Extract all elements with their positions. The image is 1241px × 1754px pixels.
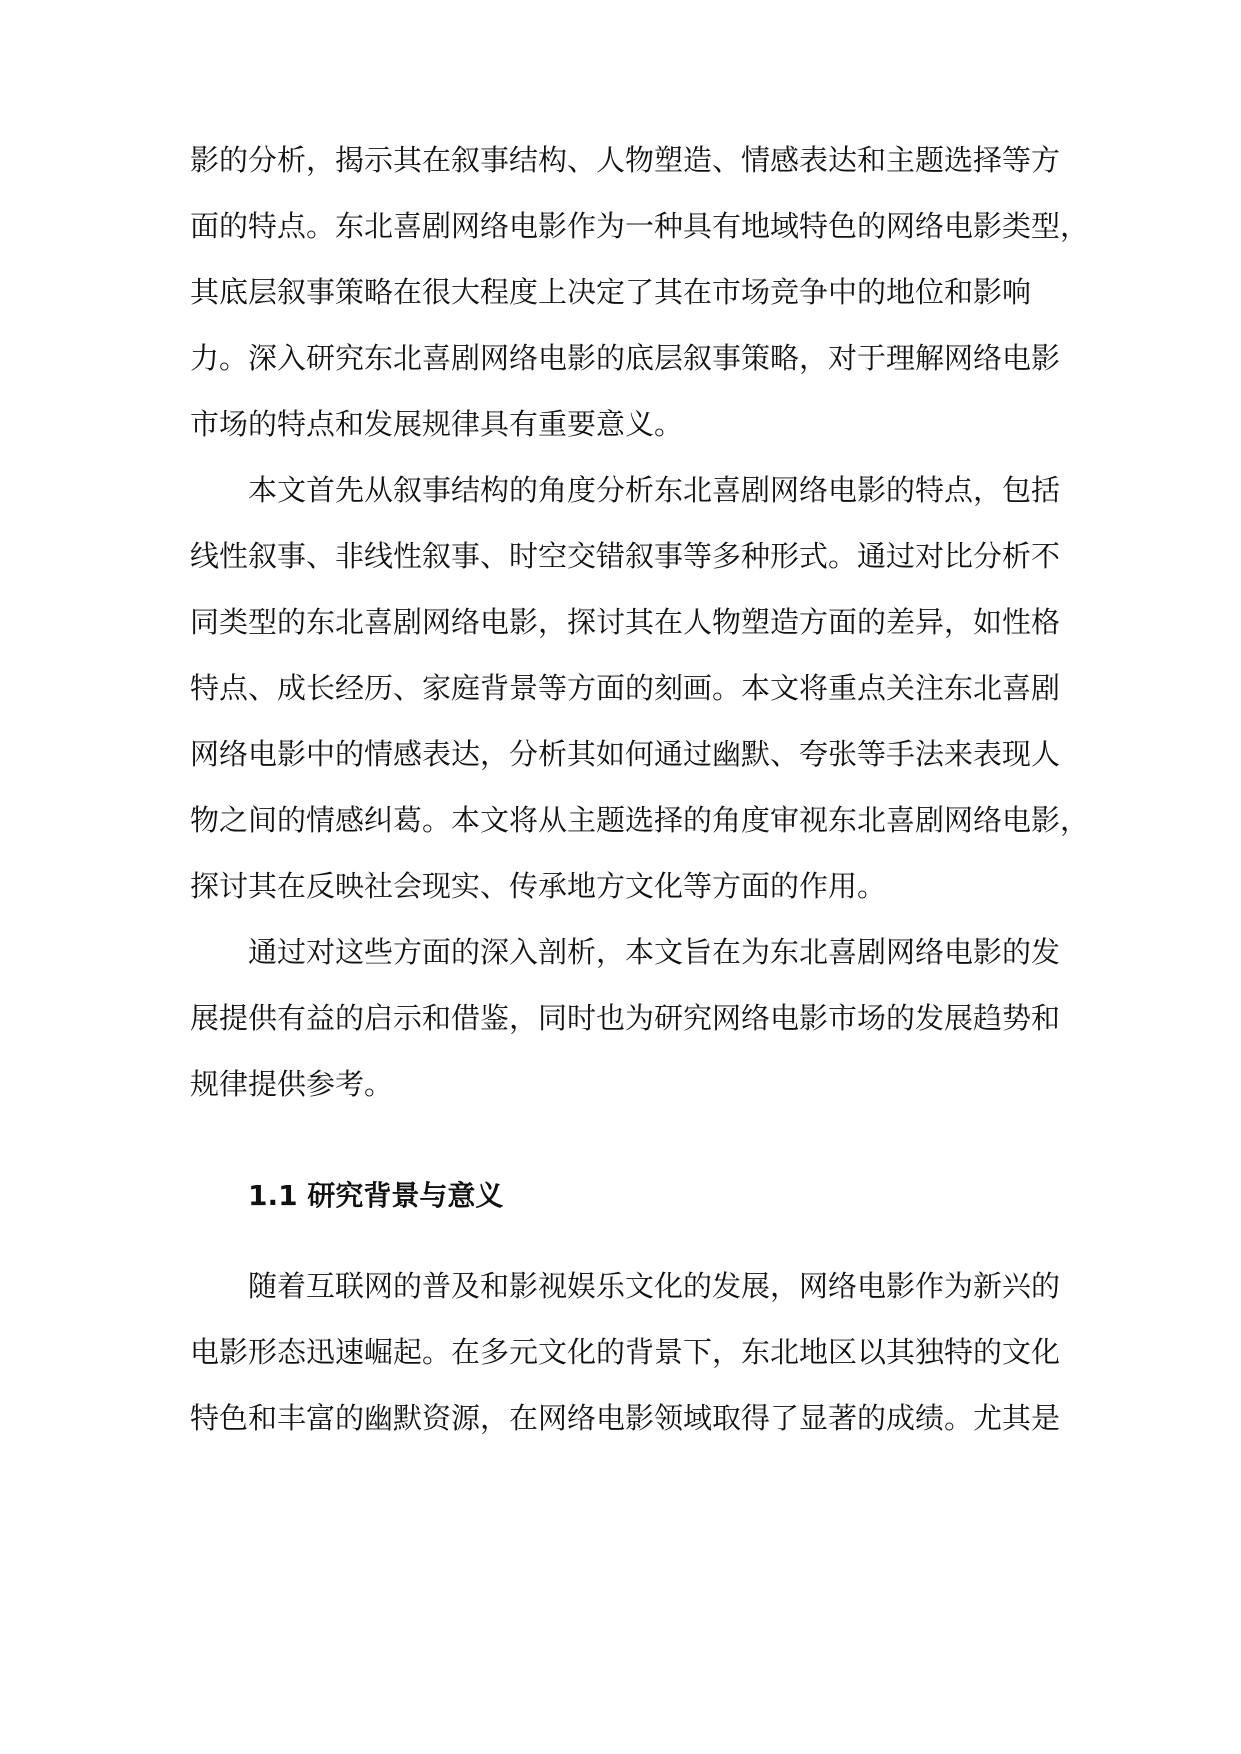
- body-text-line: 物之间的情感纠葛。本文将从主题选择的角度审视东北喜剧网络电影，: [190, 803, 1090, 837]
- body-text-line: 特点、成长经历、家庭背景等方面的刻画。本文将重点关注东北喜剧: [190, 671, 1061, 705]
- body-text-line: 力。深入研究东北喜剧网络电影的底层叙事策略，对于理解网络电影: [190, 341, 1061, 375]
- body-text-line: 线性叙事、非线性叙事、时空交错叙事等多种形式。通过对比分析不: [190, 539, 1061, 573]
- body-text-line: 随着互联网的普及和影视娱乐文化的发展，网络电影作为新兴的: [248, 1269, 1061, 1303]
- section-heading: 1.1 研究背景与意义: [248, 1179, 504, 1212]
- body-text-line: 特色和丰富的幽默资源，在网络电影领域取得了显著的成绩。尤其是: [190, 1401, 1061, 1435]
- body-text-line: 通过对这些方面的深入剖析，本文旨在为东北喜剧网络电影的发: [248, 935, 1061, 969]
- body-text-line: 本文首先从叙事结构的角度分析东北喜剧网络电影的特点，包括: [248, 473, 1061, 507]
- body-text-line: 电影形态迅速崛起。在多元文化的背景下，东北地区以其独特的文化: [190, 1335, 1061, 1369]
- body-text-line: 同类型的东北喜剧网络电影，探讨其在人物塑造方面的差异，如性格: [190, 605, 1061, 639]
- body-text-line: 其底层叙事策略在很大程度上决定了其在市场竞争中的地位和影响: [190, 275, 1032, 309]
- body-text-line: 规律提供参考。: [190, 1067, 394, 1101]
- body-text-line: 面的特点。东北喜剧网络电影作为一种具有地域特色的网络电影类型，: [190, 209, 1090, 243]
- body-text-line: 影的分析，揭示其在叙事结构、人物塑造、情感表达和主题选择等方: [190, 143, 1061, 177]
- body-text-line: 探讨其在反映社会现实、传承地方文化等方面的作用。: [190, 869, 887, 903]
- body-text-line: 展提供有益的启示和借鉴，同时也为研究网络电影市场的发展趋势和: [190, 1001, 1061, 1035]
- body-text-line: 网络电影中的情感表达，分析其如何通过幽默、夸张等手法来表现人: [190, 737, 1061, 771]
- body-text-line: 市场的特点和发展规律具有重要意义。: [190, 407, 684, 441]
